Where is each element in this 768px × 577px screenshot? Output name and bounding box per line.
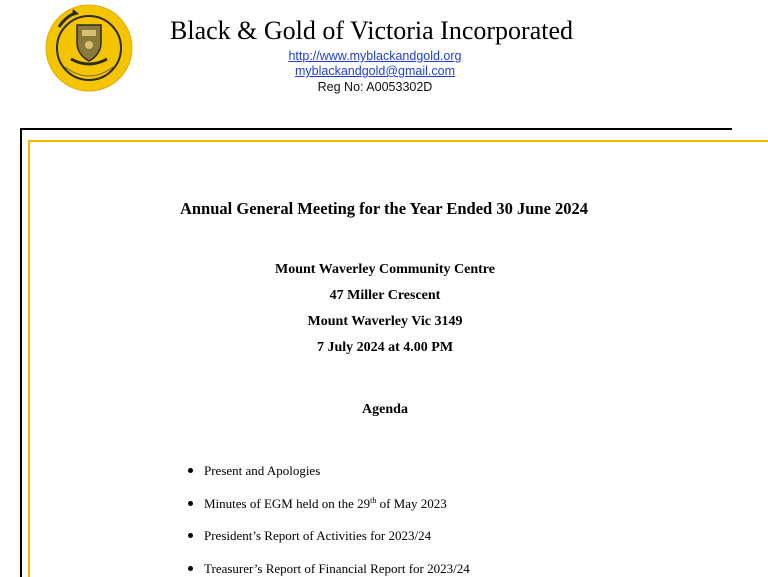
venue-suburb: Mount Waverley Vic 3149 [307,314,463,329]
agenda-heading: Agenda [362,402,408,417]
agenda-item-text: Present and Apologies [204,463,321,478]
page-border-top-gold [28,140,768,142]
venue-name: Mount Waverley Community Centre [275,262,495,277]
website-link[interactable]: http://www.myblackandgold.org [288,49,462,63]
page-border-top-black [20,128,732,130]
agenda-item [204,561,470,577]
email-link[interactable]: myblackandgold@gmail.com [295,64,455,78]
agenda-item [204,496,447,512]
bullet-icon [188,501,193,506]
bullet-icon [188,533,193,538]
registration-number: Reg No: A0053302D [317,80,433,94]
venue-street: 47 Miller Crescent [329,288,441,303]
organisation-name: Black & Gold of Victoria Incorporated [170,16,573,45]
agenda-item-text-before: Minutes of EGM held on the 29 [204,496,371,511]
club-crest-logo [45,1,133,95]
agenda-item [204,463,320,479]
agenda-item-text: President’s Report of Activities for 2023/24 [204,528,432,543]
meeting-datetime: 7 July 2024 at 4.00 PM [316,340,454,355]
document-title: Annual General Meeting for the Year Ended 30 June 2024 [179,199,589,218]
agenda-item-text: Treasurer’s Report of Financial Report for 2023/24 [204,561,470,576]
agenda-item-text-after: of May 2023 [376,496,447,511]
bullet-icon [188,566,193,571]
ordinal-superscript: th [370,496,377,505]
page-border-left-black [20,128,22,577]
agenda-item [204,528,431,544]
bullet-icon [188,468,193,473]
